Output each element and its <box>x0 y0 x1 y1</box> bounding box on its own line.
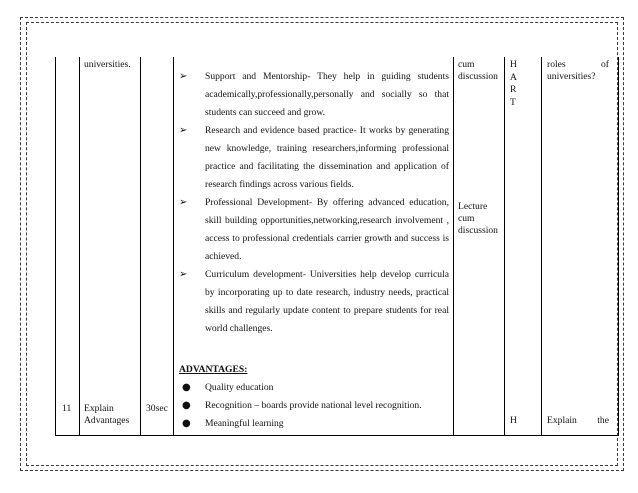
list-item <box>179 397 449 415</box>
evaluation-word: of <box>601 59 609 70</box>
list-item-text: Support and Mentorship- They help in guiding students academically,professionally,personally and socially so that students can succeed and grow. <box>205 71 449 118</box>
list-item <box>179 122 449 194</box>
time-text: 30sec <box>146 403 168 414</box>
evaluation-word: roles <box>547 59 566 70</box>
column-divider <box>541 57 542 436</box>
list-item-text: Professional Development- By offering advanced education, skill building opportunities,networking,research involvement , access to professional credentials carrier growth and success is achieved. <box>205 197 449 262</box>
table-border-bottom <box>55 435 619 436</box>
evaluation-line <box>547 415 609 427</box>
domain-letter: H <box>510 415 517 426</box>
section-heading: ADVANTAGES: <box>179 364 248 375</box>
evaluation-line <box>547 59 609 71</box>
list-item-text: Research and evidence based practice- It works by generating new knowledge, training researchers,informing professional practice and facilitating the dissemination and application of research findings across various fields. <box>205 125 449 190</box>
objective-line: Advantages <box>84 415 130 426</box>
round-bullet-icon: ● <box>182 418 191 429</box>
evaluation-text <box>547 415 609 427</box>
domain-letter: R <box>510 84 517 95</box>
table-border-left <box>55 57 56 436</box>
arrow-bullet-icon: ➢ <box>179 125 188 136</box>
method-line: cum <box>458 59 475 70</box>
list-item <box>179 379 449 397</box>
column-divider <box>504 57 505 436</box>
method-text <box>458 201 498 237</box>
column-divider <box>140 57 141 436</box>
objective-line: Explain <box>84 403 114 414</box>
advantages-list <box>179 379 449 433</box>
evaluation-word: the <box>597 415 609 426</box>
list-item-text: Quality education <box>205 382 274 393</box>
method-line: discussion <box>458 225 498 236</box>
list-item-text: Meaningful learning <box>205 418 284 429</box>
table-border-right <box>618 57 619 436</box>
evaluation-text <box>547 59 609 83</box>
column-divider <box>79 57 80 436</box>
arrow-bullet-icon: ➢ <box>179 71 188 82</box>
evaluation-line: universities? <box>547 71 596 82</box>
domain-letter: H <box>510 59 517 70</box>
list-item <box>179 68 449 122</box>
method-line: discussion <box>458 71 498 82</box>
content-list <box>179 68 449 338</box>
round-bullet-icon: ● <box>182 400 191 411</box>
column-divider <box>173 57 174 436</box>
row-number: 11 <box>62 403 72 414</box>
list-item <box>179 415 449 433</box>
list-item <box>179 266 449 338</box>
method-line: Lecture <box>458 201 488 212</box>
list-item <box>179 194 449 266</box>
domain-letter: A <box>510 71 517 83</box>
arrow-bullet-icon: ➢ <box>179 197 188 208</box>
objective-text: universities. <box>84 59 131 70</box>
objective-text <box>84 403 129 427</box>
evaluation-word: Explain <box>547 415 577 426</box>
list-item-text: Curriculum development- Universities help develop curricula by incorporating up to date research, industry needs, practical skills and regularly update content to prepare students for real world challenges. <box>205 269 449 334</box>
column-divider <box>453 57 454 436</box>
arrow-bullet-icon: ➢ <box>179 269 188 280</box>
method-text <box>458 59 498 83</box>
list-item-text: Recognition – boards provide national level recognition. <box>205 400 422 411</box>
round-bullet-icon: ● <box>182 382 191 393</box>
domain-letters <box>510 59 517 109</box>
method-line: cum <box>458 213 475 224</box>
domain-letter: T <box>510 96 516 108</box>
